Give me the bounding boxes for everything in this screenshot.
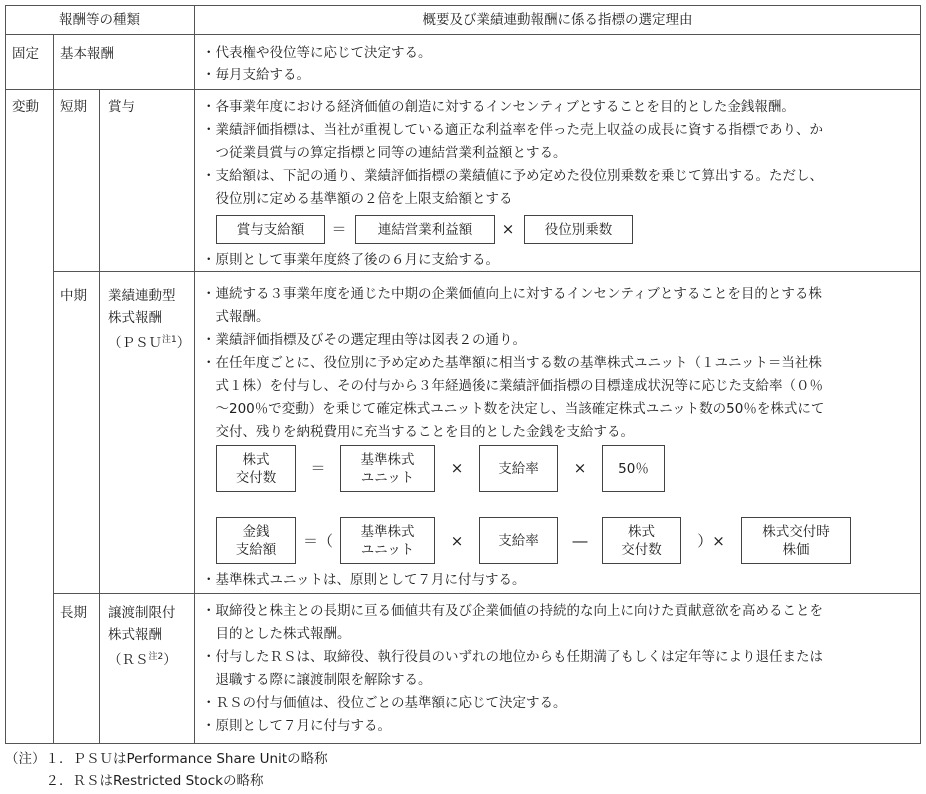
short-bullet-4: ・支給額は、下記の通り、業績評価指標の業績値に予め定めた役位別乗数を乗じて算出する。ただし、: [202, 168, 823, 184]
short-term-name: 賞与: [108, 99, 135, 115]
long-term-name-3: （ＲＳ$^{注2}$）: [108, 652, 177, 668]
psu-formula2-close-times: ）×: [697, 532, 725, 550]
fixed-label: 固定: [12, 46, 39, 62]
mid-term-name-3: （ＰＳＵ$^{注1}$）: [108, 335, 191, 351]
col-divider-1: [53, 34, 54, 743]
shares-delivered-box-2: 株式 交付数: [602, 517, 681, 564]
mid-bullet-6: ～200％で変動）を乗じて確定株式ユニット数を決定し、当該確定株式ユニット数の50％を株式にて: [202, 401, 825, 417]
short-formula-times: ×: [501, 220, 515, 238]
short-last-bullet: ・原則として事業年度終了後の６月に支給する。: [202, 252, 499, 268]
psu-formula1-times-2: ×: [573, 459, 587, 477]
mid-term-name-1: 業績連動型: [108, 288, 176, 304]
rank-multiplier-box: 役位別乗数: [524, 215, 633, 244]
table-border-top: [5, 5, 921, 6]
header-divider: [5, 34, 921, 35]
share-price-at-delivery-box: 株式交付時 株価: [741, 517, 851, 564]
header-type: 報酬等の種類: [59, 12, 140, 28]
shares-delivered-box: 株式 交付数: [216, 445, 296, 492]
short-bullet-2: ・業績評価指標は、当社が重視している適正な利益率を伴った売上収益の成長に資する指標であり、か: [202, 122, 823, 138]
payout-rate-box-2: 支給率: [479, 517, 558, 564]
mid-bullet-5: 式１株）を付与し、その付与から３年経過後に業績評価指標の目標達成状況等に応じた支給率（０％: [202, 378, 823, 394]
fixed-bullet-2: ・毎月支給する。: [202, 67, 310, 83]
psu-formula2-times: ×: [450, 532, 464, 550]
short-bullet-3: つ従業員賞与の算定指標と同等の連結営業利益額とする。: [202, 145, 567, 161]
fifty-percent-box: 50％: [602, 445, 665, 492]
fixed-bullet-1: ・代表権や役位等に応じて決定する。: [202, 45, 432, 61]
header-reason: 概要及び業績連動報酬に係る指標の選定理由: [422, 12, 693, 28]
mid-bullet-4: ・在任年度ごとに、役位別に予め定めた基準額に相当する数の基準株式ユニット（１ユニット＝当社株: [202, 355, 822, 371]
mid-term-name-2: 株式報酬: [108, 310, 162, 326]
psu-formula2-minus: ―: [572, 532, 588, 550]
short-term-label: 短期: [60, 99, 87, 115]
long-bullet-2: 目的とした株式報酬。: [202, 626, 351, 642]
mid-term-label: 中期: [60, 288, 87, 304]
cash-amount-box: 金銭 支給額: [216, 517, 296, 564]
long-bullet-3: ・付与したＲＳは、取締役、執行役員のいずれの地位からも任期満了もしくは定年等により退任または: [202, 649, 823, 665]
base-share-unit-box-2: 基準株式 ユニット: [340, 517, 435, 564]
psu-formula1-equals: ＝: [310, 459, 326, 477]
fixed-name: 基本報酬: [60, 46, 114, 62]
table-border-right: [920, 5, 921, 744]
footnote-2: ２．ＲＳはRestricted Stockの略称: [5, 773, 264, 789]
table-border-bottom: [5, 743, 921, 744]
base-share-unit-box-1: 基準株式 ユニット: [340, 445, 435, 492]
short-formula-equals: ＝: [331, 220, 347, 238]
footnote-1: （注）１．ＰＳＵはPerformance Share Unitの略称: [5, 751, 328, 767]
long-term-name-2: 株式報酬: [108, 627, 162, 643]
long-bullet-4: 退職する際に譲渡制限を解除する。: [202, 672, 432, 688]
row-divider-fixed: [5, 89, 921, 90]
long-term-label: 長期: [60, 605, 87, 621]
mid-last-bullet: ・基準株式ユニットは、原則として７月に付与する。: [202, 572, 526, 588]
mid-bullet-3: ・業績評価指標及びその選定理由等は図表２の通り。: [202, 332, 526, 348]
psu-formula2-equals: ＝（: [303, 532, 334, 550]
psu-formula1-times-1: ×: [450, 459, 464, 477]
col-divider-3: [194, 5, 195, 743]
col-divider-2: [99, 89, 100, 743]
consolidated-operating-profit-box: 連結営業利益額: [355, 215, 495, 244]
short-bullet-5: 役位別に定める基準額の２倍を上限支給額とする: [202, 191, 513, 207]
long-bullet-6: ・原則として７月に付与する。: [202, 718, 391, 734]
payout-rate-box-1: 支給率: [479, 445, 558, 492]
mid-bullet-2: 式報酬。: [202, 309, 270, 325]
short-bullet-1: ・各事業年度における経済価値の創造に対するインセンティブとすることを目的とした金銭報酬。: [202, 99, 795, 115]
row-divider-mid: [53, 593, 921, 594]
long-term-name-1: 譲渡制限付: [108, 605, 176, 621]
long-bullet-1: ・取締役と株主との長期に亘る価値共有及び企業価値の持続的な向上に向けた貢献意欲を高めることを: [202, 603, 823, 619]
table-border-left: [5, 5, 6, 744]
mid-bullet-1: ・連続する３事業年度を通じた中期の企業価値向上に対するインセンティブとすることを目的とする株: [202, 286, 822, 302]
variable-label: 変動: [12, 99, 39, 115]
compensation-table: [5, 5, 921, 744]
long-bullet-5: ・ＲＳの付与価値は、役位ごとの基準額に応じて決定する。: [202, 695, 567, 711]
bonus-amount-box: 賞与支給額: [216, 215, 325, 244]
mid-bullet-7: 交付、残りを納税費用に充当することを目的とした金銭を支給する。: [202, 424, 634, 440]
